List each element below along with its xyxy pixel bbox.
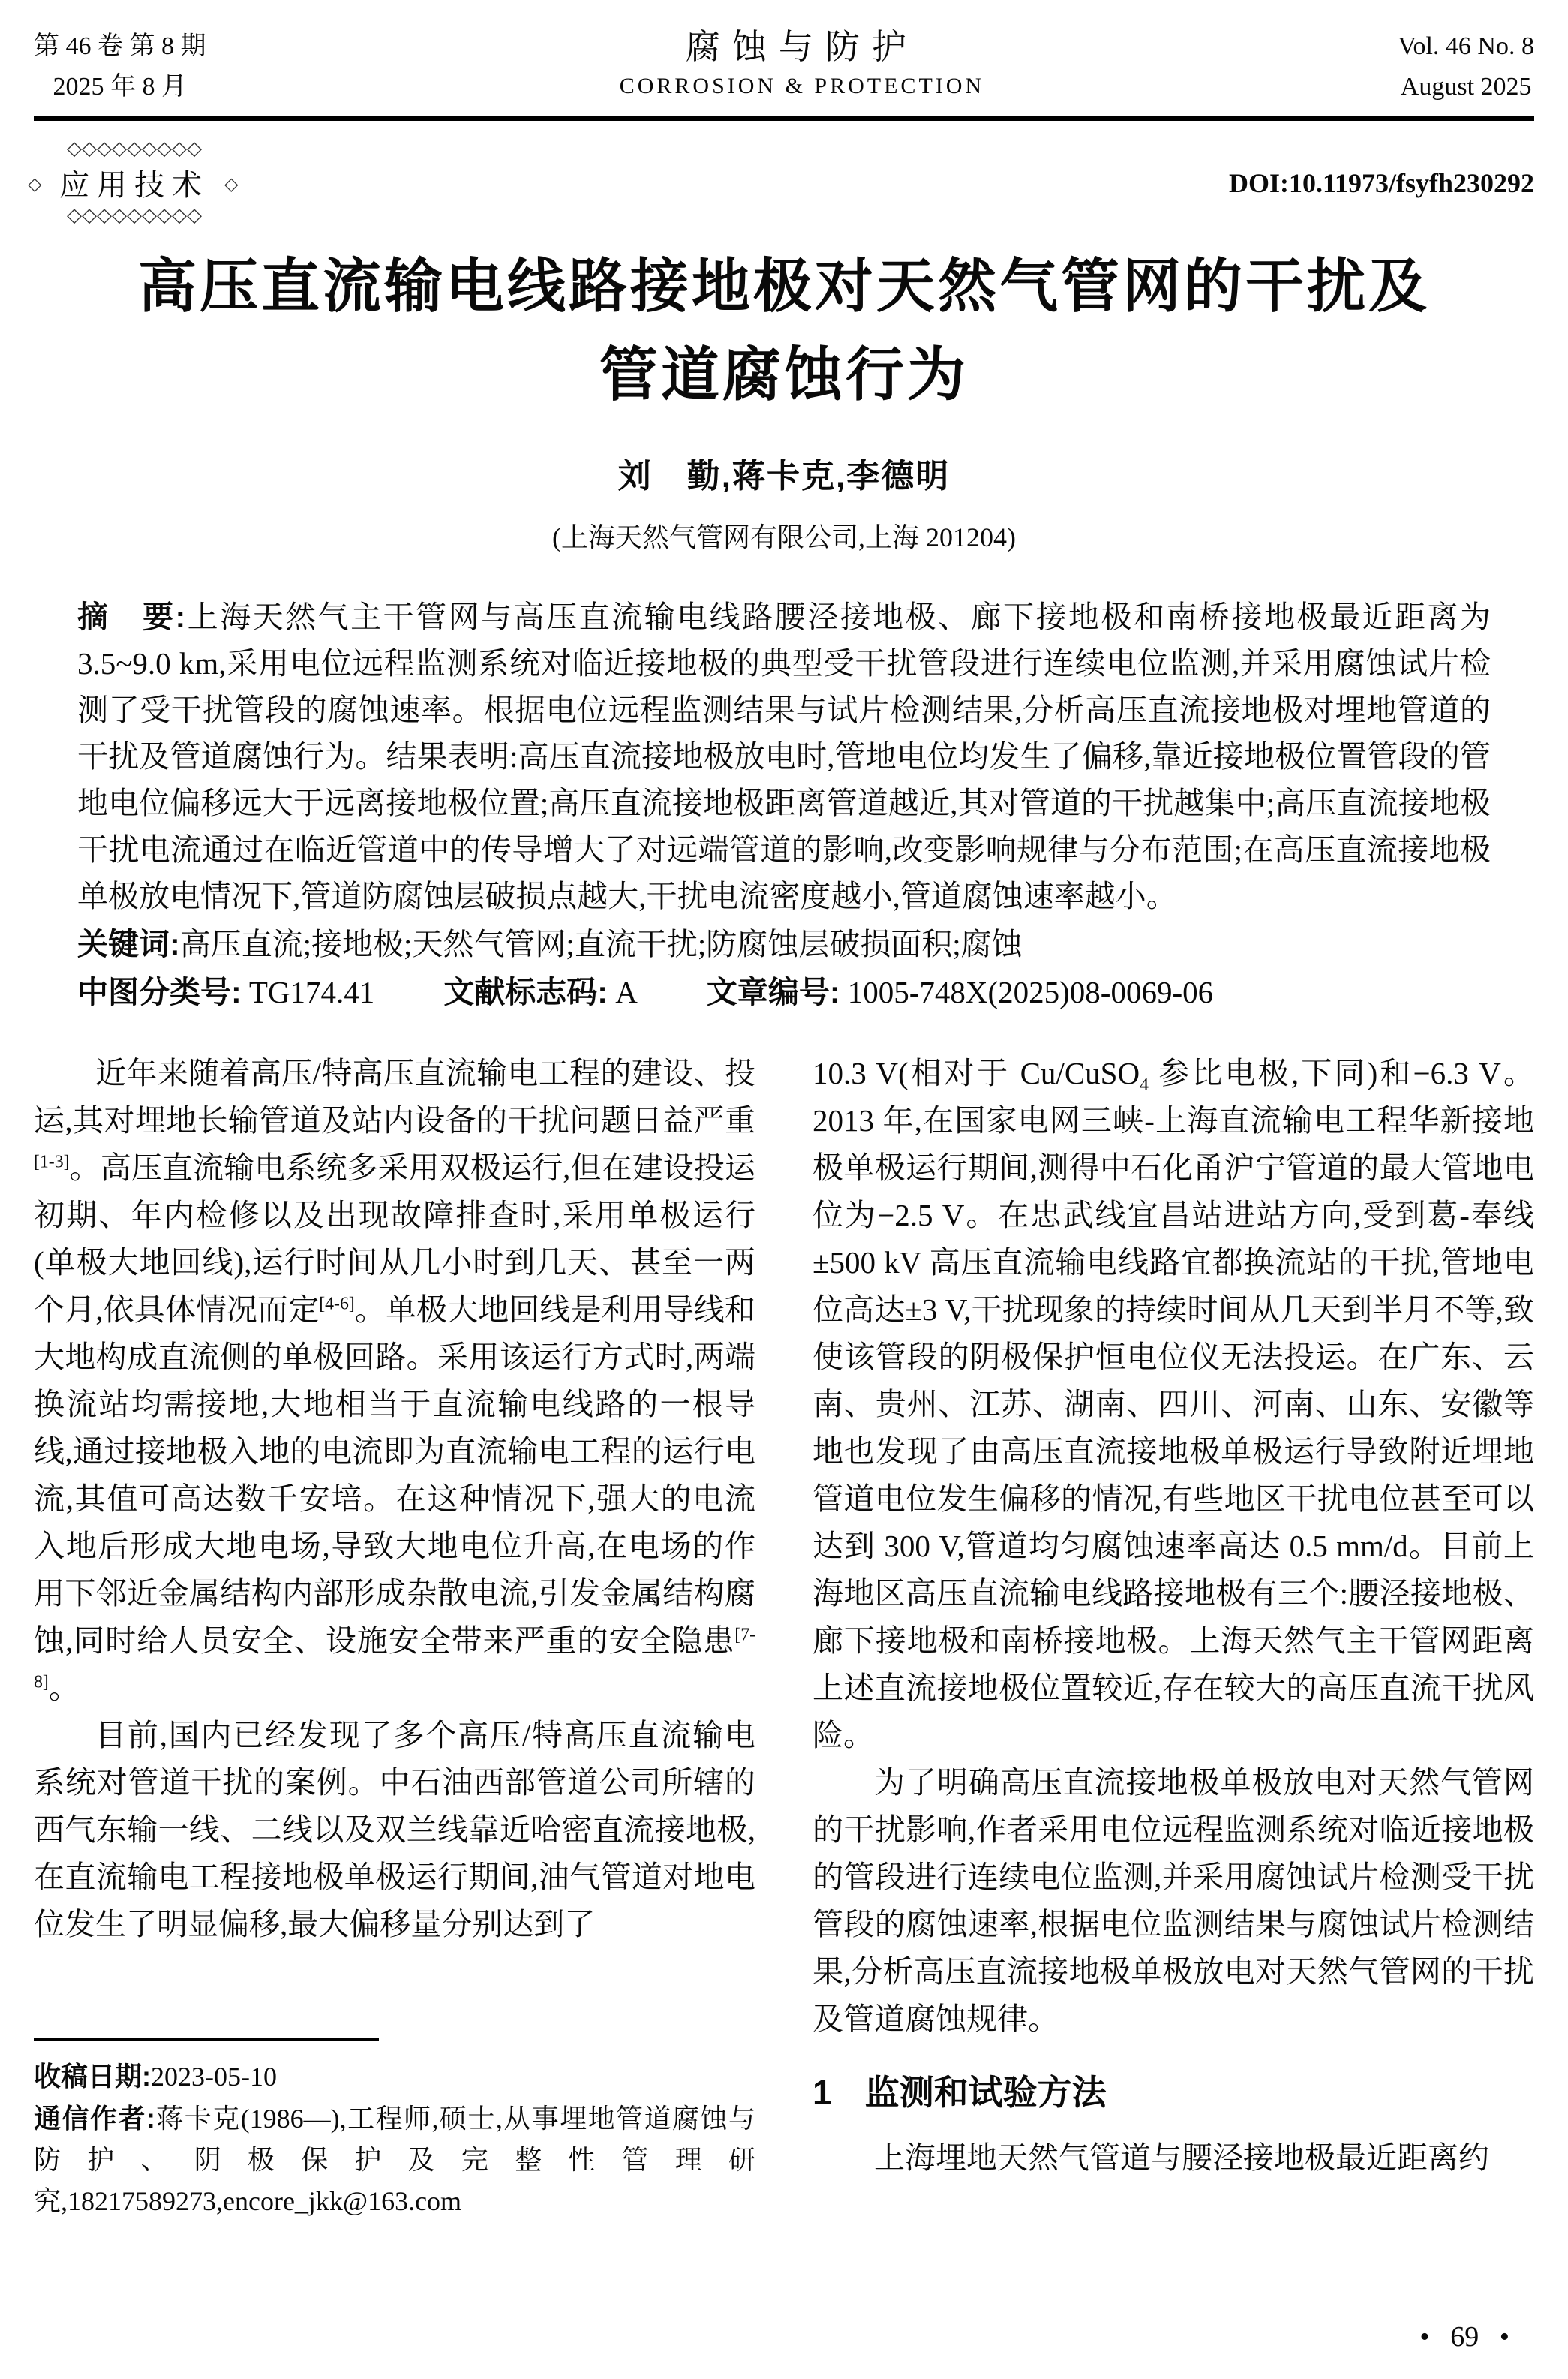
authors: 刘 勤,蒋卡克,李德明 bbox=[617, 458, 951, 495]
doi-text: DOI:10.11973/fsyfh230292 bbox=[1228, 167, 1534, 198]
paragraph: 上海埋地天然气管道与腰泾接地极最近距离约 bbox=[874, 2140, 1489, 2175]
journal-masthead bbox=[34, 26, 1534, 107]
keywords-line bbox=[77, 921, 1491, 967]
section-1-heading bbox=[813, 2070, 1534, 2115]
section-1-number: 1 bbox=[813, 2073, 832, 2112]
article-title bbox=[34, 242, 1534, 419]
section-1-title: 监测和试验方法 bbox=[864, 2073, 1107, 2112]
corresponding-author-value: 蒋卡克(1986—),工程师,硕士,从事埋地管道腐蚀与防护、阴极保护及完整性管理研究,18217589273,encore_jkk@163.com bbox=[34, 2104, 755, 2216]
received-date-value: 2023-05-10 bbox=[151, 2062, 277, 2092]
badge-border-right-diamond bbox=[224, 160, 241, 209]
masthead-volume-issue-cn bbox=[34, 26, 206, 107]
article-id-label: 文章编号: bbox=[706, 975, 840, 1009]
article-title-line2: 管道腐蚀行为 bbox=[599, 341, 969, 408]
badge-doi-row bbox=[34, 149, 1534, 216]
paragraph: 为了明确高压直流接地极单极放电对天然气管网的干扰影响,作者采用电位远程监测系统对临近接地极的管段进行连续电位监测,并采用腐蚀试片检测受干扰管段的腐蚀速率,根据电位监测结果与腐蚀试片检测结果,分析高压直流接地极单极放电对天然气管网的干扰及管道腐蚀规律。 bbox=[813, 1765, 1534, 2036]
clc-value: TG174.41 bbox=[248, 975, 375, 1009]
classification-line bbox=[77, 969, 1491, 1015]
body-right-column bbox=[813, 1050, 1534, 2222]
footnote-separator bbox=[34, 2038, 379, 2041]
footnote-corresponding bbox=[34, 2098, 755, 2222]
paragraph: 目前,国内已经发现了多个高压/特高压直流输电系统对管道干扰的案例。中石油西部管道公司所辖的西气东输一线、二线以及双兰线靠近哈密直流接地极,在直流输电工程接地极单极运行期间,油气管道对地电位发生了明显偏移,最大偏移量分别达到了 bbox=[34, 1718, 755, 1941]
footnote-received bbox=[34, 2056, 755, 2098]
month-year-cn: 2025 年 8 月 bbox=[53, 73, 187, 101]
corresponding-author-label: 通信作者: bbox=[34, 2103, 155, 2134]
volume-issue-cn: 第 46 卷 第 8 期 bbox=[34, 32, 206, 60]
masthead-journal-title bbox=[620, 26, 984, 104]
abstract-text: 上海天然气主干管网与高压直流输电线路腰泾接地极、廊下接地极和南桥接地极最近距离为 3.5~9.0 km,采用电位远程监测系统对临近接地极的典型受干扰管段进行连续电位监测,并采用腐蚀试片检测了受干扰管段的腐蚀速率。根据电位远程监测结果与试片检测结果,分析高压直流接地极对埋地管道的干扰及管道腐蚀行为。结果表明:高压直流接地极放电时,管地电位均发生了偏移,靠近接地极位置管段的管地电位偏移远大于远离接地极位置;高压直流接地极距离管道越近,其对管道的干扰越集中;高压直流接地极干扰电流通过在临近管道中的传导增大了对远端管道的影响,改变影响规律与分布范围;在高压直流接地极单极放电情况下,管道防腐蚀层破损点越大,干扰电流密度越小,管道腐蚀速率越小。 bbox=[77, 600, 1491, 913]
article-title-line1: 高压直流输电线路接地极对天然气管网的干扰及 bbox=[137, 253, 1430, 319]
badge-border-left-diamond bbox=[28, 160, 44, 209]
keywords-text: 高压直流;接地极;天然气管网;直流干扰;防腐蚀层破损面积;腐蚀 bbox=[179, 927, 1023, 961]
paragraph: 10.3 V(相对于 Cu/CuSO$_4$ 参比电极,下同)和−6.3 V。2013 年,在国家电网三峡-上海直流输电工程华新接地极单极运行期间,测得中石化甬沪宁管道的最大管地电位为−2.5 V。在忠武线宜昌站进站方向,受到葛-奉线±500 kV 高压直流输电线路宜都换流站的干扰,管地电位高达±3 V,干扰现象的持续时间从几天到半月不等,致使该管段的阴极保护恒电位仪无法投运。在广东、云南、贵州、江苏、湖南、四川、河南、山东、安徽等地也发现了由高压直流接地极单极运行导致附近埋地管道电位发生偏移的情况,有些地区干扰电位甚至可以达到 300 V,管道均匀腐蚀速率高达 0.5 mm/d。目前上海地区高压直流输电线路接地极有三个:腰泾接地极、廊下接地极和南桥接地极。上海天然气主干管网距离上述直流接地极位置较近,存在较大的高压直流干扰风险。 bbox=[813, 1056, 1534, 1752]
masthead-volume-issue-en bbox=[1398, 26, 1534, 107]
body-columns bbox=[34, 1050, 1534, 2222]
paragraph: 近年来随着高压/特高压直流输电工程的建设、投运,其对埋地长输管道及站内设备的干扰问题日益严重[1-3]。高压直流输电系统多采用双极运行,但在建设投运初期、年内检修以及出现故障排查时,采用单极运行(单极大地回线),运行时间从几小时到几天、甚至一两个月,依具体情况而定[4-6]。单极大地回线是利用导线和大地构成直流侧的单极回路。采用该运行方式时,两端换流站均需接地,大地相当于直流输电线路的一根导线,通过接地极入地的电流即为直流输电工程的运行电流,其值可高达数千安培。在这种情况下,强大的电流入地后形成大地电场,导致大地电位升高,在电场的作用下邻近金属结构内部形成杂散电流,引发金属结构腐蚀,同时给人员安全、设施安全带来严重的安全隐患[7-8]。 bbox=[34, 1056, 756, 1705]
journal-title-cn: 腐蚀与防护 bbox=[685, 28, 918, 66]
category-badge bbox=[34, 149, 235, 216]
clc-label: 中图分类号: bbox=[77, 975, 242, 1009]
footnote-block bbox=[34, 2038, 755, 2222]
journal-title-en: CORROSION & PROTECTION bbox=[619, 74, 985, 98]
keywords-label: 关键词: bbox=[77, 927, 180, 961]
masthead-rule bbox=[34, 116, 1534, 121]
received-date-label: 收稿日期: bbox=[34, 2061, 151, 2092]
abstract-label: 摘 要: bbox=[77, 600, 186, 634]
category-badge-label: 应用技术 bbox=[59, 168, 209, 202]
affiliation: (上海天然气管网有限公司,上海 201204) bbox=[552, 522, 1016, 552]
page-number: • 69 • bbox=[1419, 2321, 1509, 2353]
body-left-column bbox=[34, 1050, 755, 2222]
doc-code-label: 文献标志码: bbox=[443, 975, 608, 1009]
month-year-en: August 2025 bbox=[1400, 73, 1532, 101]
vol-no-en: Vol. 46 No. 8 bbox=[1398, 32, 1534, 60]
doc-code-value: A bbox=[615, 975, 638, 1009]
abstract-section bbox=[77, 594, 1491, 919]
article-id-value: 1005-748X(2025)08-0069-06 bbox=[847, 975, 1214, 1009]
